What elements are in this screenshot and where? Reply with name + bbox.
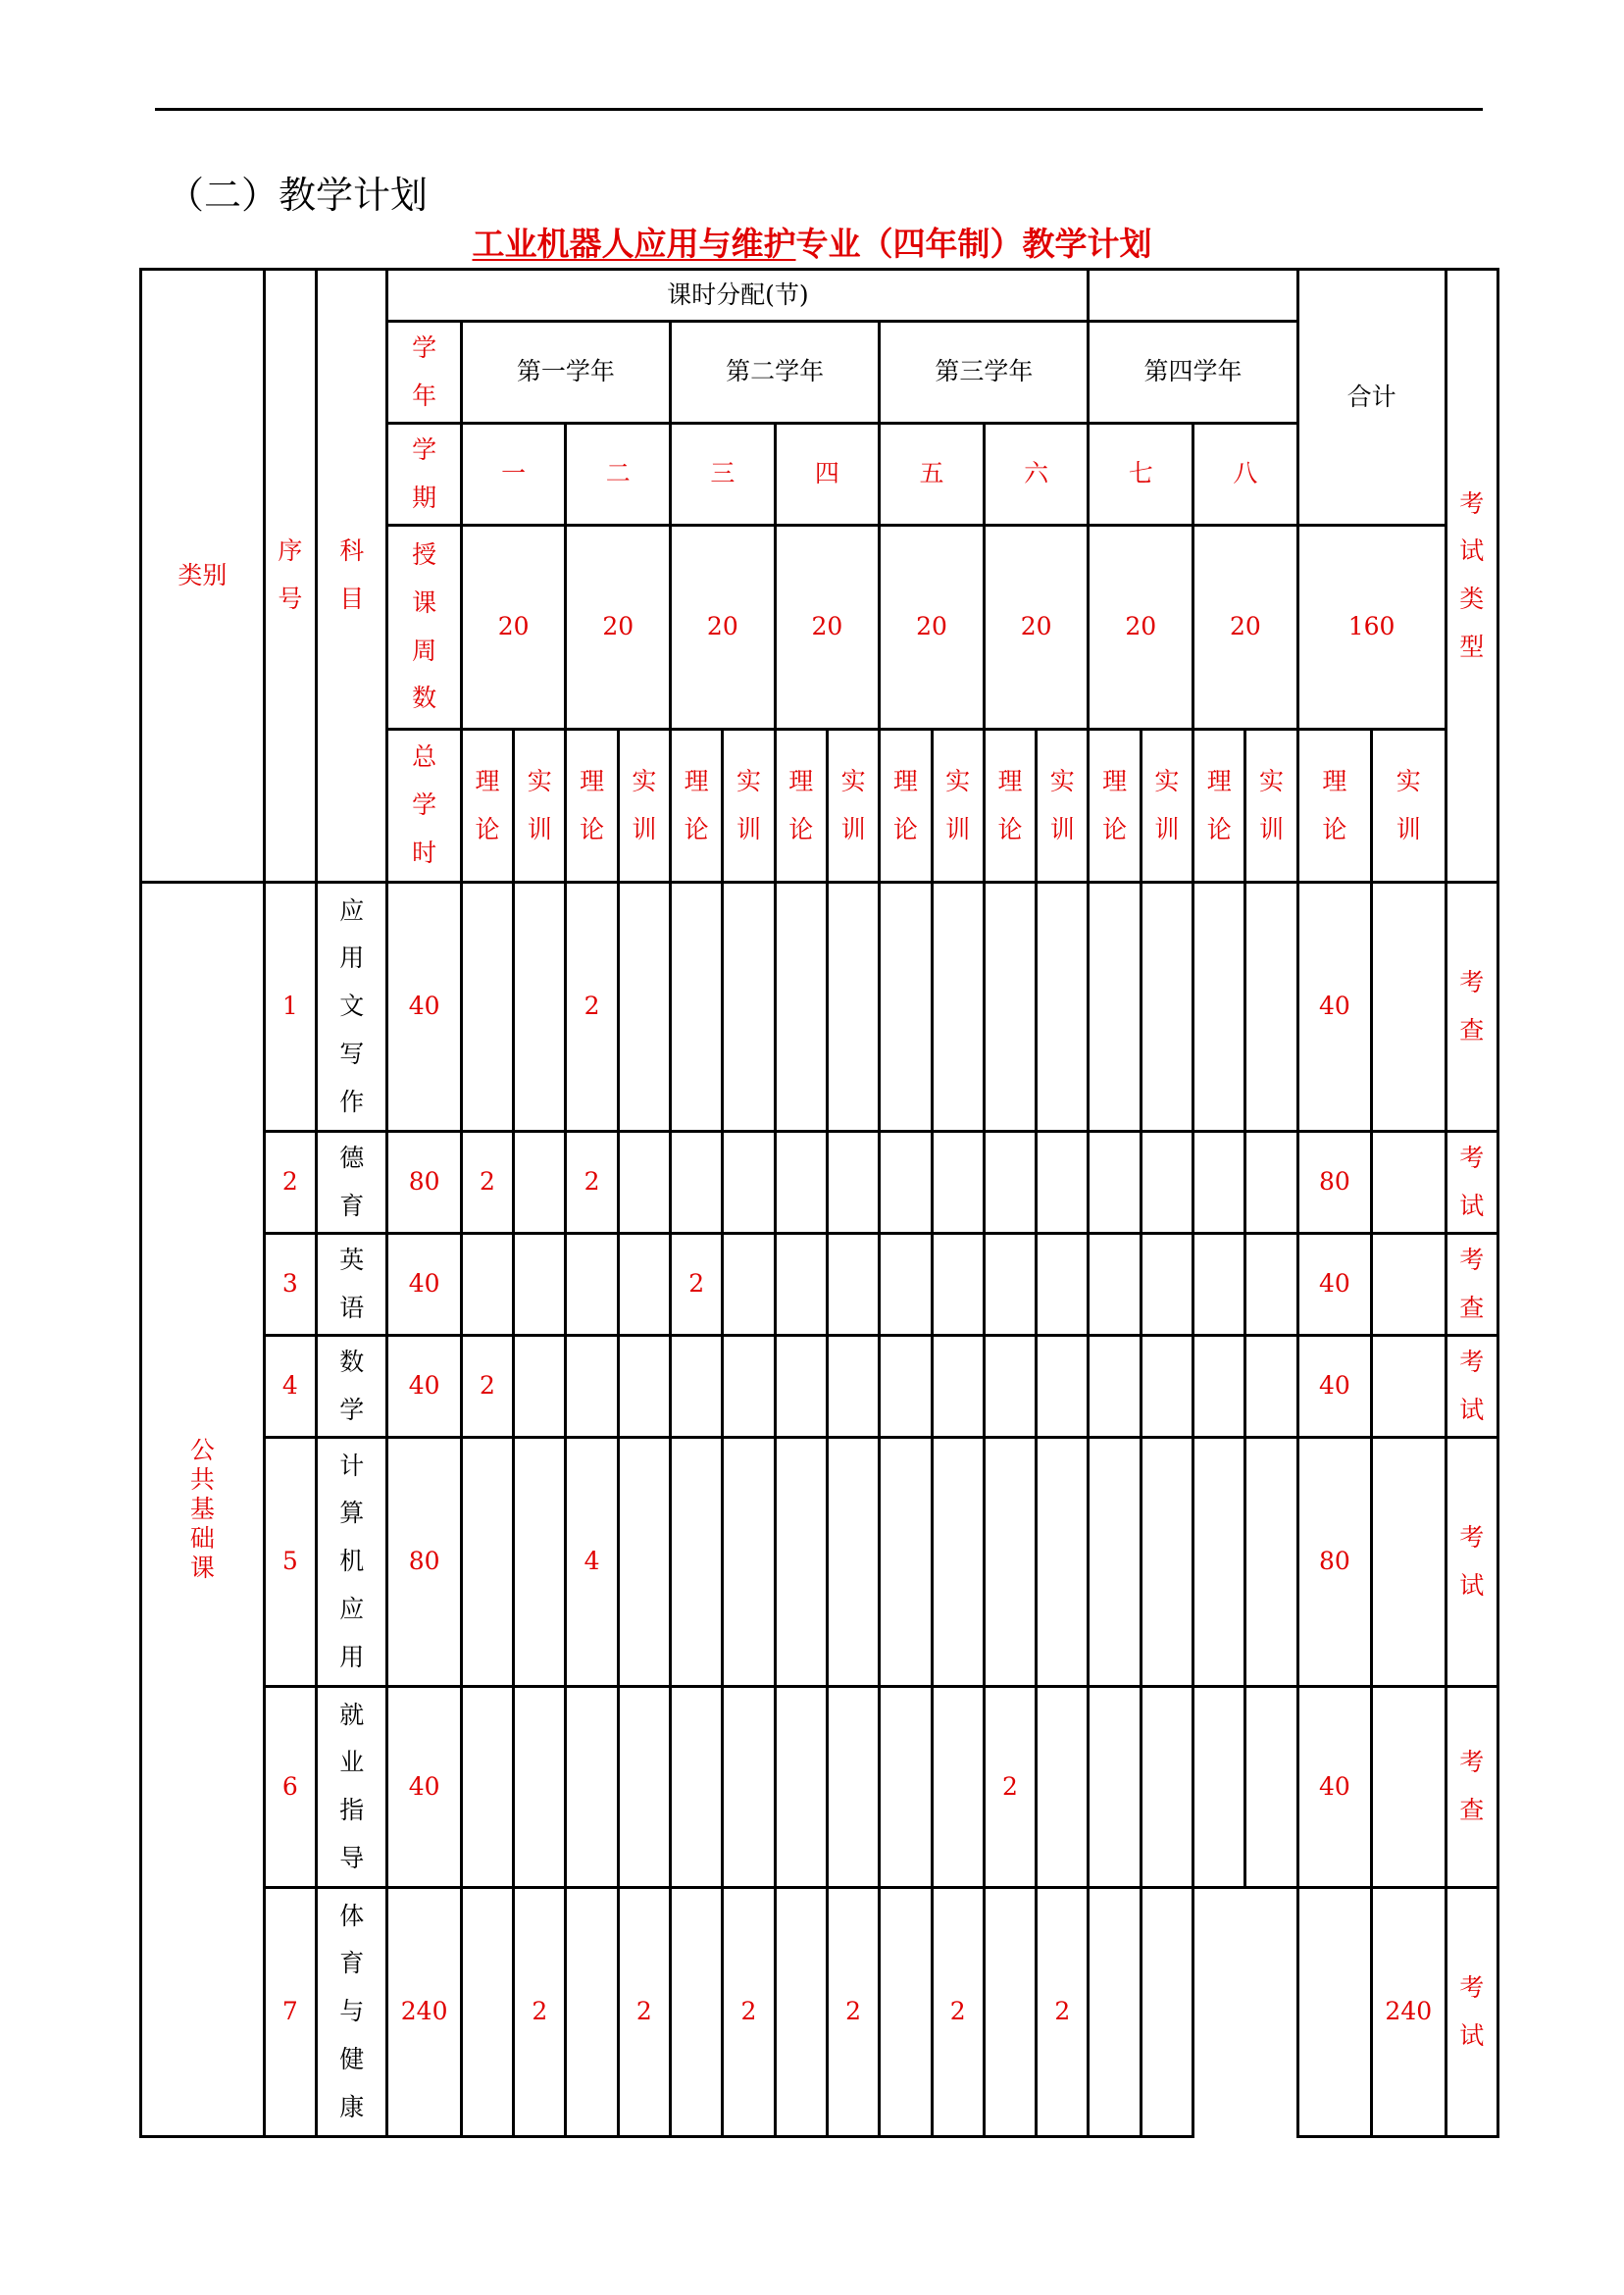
hours-cell: 2 — [827, 1888, 879, 2137]
hours-cell — [1141, 1438, 1193, 1687]
practice-header: 实训 — [932, 730, 984, 883]
total-hours-cell: 40 — [387, 1234, 461, 1336]
sum-practice-cell — [1372, 1687, 1446, 1888]
practice-header: 实训 — [1141, 730, 1193, 883]
hours-cell: 2 — [461, 1336, 513, 1438]
seq-cell: 3 — [264, 1234, 316, 1336]
hours-cell — [1245, 1132, 1297, 1234]
hours-cell — [566, 1234, 618, 1336]
theory-header: 理论 — [984, 730, 1036, 883]
hours-cell — [932, 1234, 984, 1336]
weeks-term-4: 20 — [775, 526, 880, 730]
hours-cell: 2 — [514, 1888, 566, 2137]
sum-practice-cell — [1372, 1336, 1446, 1438]
theory-header: 理论 — [1193, 730, 1245, 883]
hours-alloc-blank — [1089, 270, 1297, 322]
hours-cell — [1245, 1438, 1297, 1687]
hours-cell — [671, 1336, 723, 1438]
hours-cell — [461, 1438, 513, 1687]
table-row — [141, 883, 1498, 1132]
sum-practice-cell — [1372, 1438, 1446, 1687]
theory-header: 理论 — [1297, 730, 1371, 883]
hours-cell: 2 — [618, 1888, 670, 2137]
term-4: 四 — [775, 424, 880, 526]
hours-cell — [932, 1132, 984, 1234]
hours-cell — [775, 1132, 827, 1234]
theory-header: 理论 — [1089, 730, 1141, 883]
hours-cell — [723, 1336, 775, 1438]
hours-cell — [671, 1888, 723, 2137]
practice-header: 实训 — [514, 730, 566, 883]
hours-cell — [1245, 1888, 1297, 2137]
hours-cell: 2 — [932, 1888, 984, 2137]
sum-practice-cell: 240 — [1372, 1888, 1446, 2137]
practice-header: 实训 — [1245, 730, 1297, 883]
subject-cell: 体育与健康 — [317, 1888, 387, 2137]
hours-cell — [1141, 1132, 1193, 1234]
sum-theory-cell: 80 — [1297, 1132, 1371, 1234]
weeks-term-1: 20 — [461, 526, 566, 730]
hours-cell: 2 — [723, 1888, 775, 2137]
hours-cell — [775, 1336, 827, 1438]
year-3: 第三学年 — [880, 322, 1089, 424]
hours-cell: 2 — [461, 1132, 513, 1234]
sum-theory-cell: 40 — [1297, 1687, 1371, 1888]
hours-cell — [880, 1336, 932, 1438]
title-major: 工业机器人应用与维护 — [472, 225, 796, 263]
hours-cell — [984, 1336, 1036, 1438]
hours-cell — [775, 1234, 827, 1336]
hours-cell — [723, 1687, 775, 1888]
hours-cell — [1089, 1336, 1141, 1438]
hours-cell — [775, 1687, 827, 1888]
document-title — [0, 219, 1624, 265]
hours-cell — [1193, 1438, 1245, 1687]
total-header: 合计 — [1297, 270, 1446, 526]
hours-cell — [1245, 1687, 1297, 1888]
year-4: 第四学年 — [1089, 322, 1297, 424]
hours-cell — [827, 1687, 879, 1888]
hours-cell — [618, 1687, 670, 1888]
hours-cell — [880, 1234, 932, 1336]
hours-alloc-header: 课时分配(节) — [387, 270, 1089, 322]
hours-cell — [1089, 1687, 1141, 1888]
hours-cell — [1193, 1336, 1245, 1438]
hours-cell — [566, 1336, 618, 1438]
hours-cell — [671, 1687, 723, 1888]
header-rule — [155, 108, 1483, 111]
seq-cell: 6 — [264, 1687, 316, 1888]
section-heading: （二）教学计划 — [167, 174, 429, 217]
practice-header: 实训 — [618, 730, 670, 883]
practice-header: 实训 — [723, 730, 775, 883]
hours-cell — [932, 1687, 984, 1888]
hours-cell — [723, 1234, 775, 1336]
table-row — [141, 1438, 1498, 1687]
hours-cell — [1141, 1336, 1193, 1438]
seq-header: 序号 — [264, 270, 316, 883]
theory-header: 理论 — [671, 730, 723, 883]
hours-cell — [618, 1336, 670, 1438]
year-label: 学年 — [387, 322, 461, 424]
exam-type-cell: 考试 — [1446, 1438, 1498, 1687]
subject-cell: 德育 — [317, 1132, 387, 1234]
theory-header: 理论 — [461, 730, 513, 883]
term-8: 八 — [1193, 424, 1298, 526]
table-row — [141, 1336, 1498, 1438]
hours-cell — [671, 1438, 723, 1687]
hours-cell — [984, 1132, 1036, 1234]
total-hours-label: 总学时 — [387, 730, 461, 883]
exam-type-cell: 考查 — [1446, 883, 1498, 1132]
table-row — [141, 1132, 1498, 1234]
sum-practice-cell — [1372, 1132, 1446, 1234]
sum-theory-cell: 40 — [1297, 1336, 1371, 1438]
term-6: 六 — [984, 424, 1089, 526]
hours-cell — [461, 883, 513, 1132]
hours-cell — [827, 1132, 879, 1234]
hours-cell — [566, 1687, 618, 1888]
exam-type-cell: 考试 — [1446, 1336, 1498, 1438]
hours-cell — [880, 1888, 932, 2137]
sum-practice-cell — [1372, 1234, 1446, 1336]
weeks-term-7: 20 — [1089, 526, 1193, 730]
hours-cell — [1089, 1888, 1141, 2137]
hours-cell — [723, 883, 775, 1132]
hours-cell — [932, 1438, 984, 1687]
sum-practice-cell — [1372, 883, 1446, 1132]
subject-cell: 应用文写作 — [317, 883, 387, 1132]
hours-cell — [1037, 1336, 1089, 1438]
hours-cell — [514, 1234, 566, 1336]
term-7: 七 — [1089, 424, 1193, 526]
hours-cell — [618, 1438, 670, 1687]
seq-cell: 7 — [264, 1888, 316, 2137]
hours-cell — [880, 1687, 932, 1888]
hours-cell — [984, 1234, 1036, 1336]
table-row — [141, 1234, 1498, 1336]
subject-header: 科目 — [317, 270, 387, 883]
hours-cell — [1089, 1438, 1141, 1687]
weeks-term-6: 20 — [984, 526, 1089, 730]
hours-cell — [514, 883, 566, 1132]
hours-cell — [880, 1132, 932, 1234]
teaching-plan-table — [139, 268, 1499, 2138]
hours-cell — [1193, 1132, 1245, 1234]
total-hours-cell: 40 — [387, 1687, 461, 1888]
hours-cell — [775, 883, 827, 1132]
weeks-term-8: 20 — [1193, 526, 1298, 730]
table-row — [141, 1687, 1498, 1888]
weeks-total: 160 — [1297, 526, 1446, 730]
practice-header: 实训 — [1372, 730, 1446, 883]
term-3: 三 — [671, 424, 776, 526]
hours-cell — [723, 1132, 775, 1234]
practice-header: 实训 — [827, 730, 879, 883]
hours-cell: 2 — [671, 1234, 723, 1336]
term-5: 五 — [880, 424, 985, 526]
hours-cell — [1141, 1888, 1193, 2137]
weeks-term-5: 20 — [880, 526, 985, 730]
hours-cell — [827, 1438, 879, 1687]
hours-cell: 2 — [1037, 1888, 1089, 2137]
hours-cell — [880, 1438, 932, 1687]
hours-cell — [566, 1888, 618, 2137]
hours-cell — [671, 883, 723, 1132]
term-label: 学期 — [387, 424, 461, 526]
hours-cell — [671, 1132, 723, 1234]
hours-cell — [1037, 1132, 1089, 1234]
exam-type-header: 考试类型 — [1446, 270, 1498, 883]
subject-cell: 计算机应用 — [317, 1438, 387, 1687]
hours-cell — [984, 883, 1036, 1132]
exam-type-cell: 考试 — [1446, 1132, 1498, 1234]
category-cell: 公共基础课 — [141, 883, 265, 2137]
hours-cell — [618, 1132, 670, 1234]
practice-header: 实训 — [1037, 730, 1089, 883]
hours-cell — [1089, 883, 1141, 1132]
hours-cell — [1089, 1234, 1141, 1336]
hours-cell — [1193, 1687, 1245, 1888]
hours-cell — [1141, 883, 1193, 1132]
table-row — [141, 1888, 1498, 2137]
hours-cell — [461, 1888, 513, 2137]
seq-cell: 4 — [264, 1336, 316, 1438]
sum-theory-cell: 40 — [1297, 1234, 1371, 1336]
hours-cell — [984, 1438, 1036, 1687]
hours-cell — [932, 883, 984, 1132]
weeks-label: 授课周数 — [387, 526, 461, 730]
exam-type-cell: 考查 — [1446, 1687, 1498, 1888]
hours-cell — [1037, 1687, 1089, 1888]
hours-cell: 4 — [566, 1438, 618, 1687]
hours-cell — [827, 1234, 879, 1336]
theory-header: 理论 — [880, 730, 932, 883]
subject-cell: 数学 — [317, 1336, 387, 1438]
hours-cell — [1141, 1687, 1193, 1888]
sum-theory-cell: 40 — [1297, 883, 1371, 1132]
hours-cell — [1245, 1234, 1297, 1336]
subject-cell: 英语 — [317, 1234, 387, 1336]
exam-type-cell: 考查 — [1446, 1234, 1498, 1336]
total-hours-cell: 40 — [387, 883, 461, 1132]
term-1: 一 — [461, 424, 566, 526]
hours-cell — [775, 1438, 827, 1687]
theory-header: 理论 — [775, 730, 827, 883]
hours-cell: 2 — [566, 883, 618, 1132]
hours-cell — [514, 1438, 566, 1687]
hours-cell — [618, 1234, 670, 1336]
weeks-term-3: 20 — [671, 526, 776, 730]
seq-cell: 2 — [264, 1132, 316, 1234]
subject-cell: 就业指导 — [317, 1687, 387, 1888]
sum-theory-cell — [1297, 1888, 1371, 2137]
hours-cell — [723, 1438, 775, 1687]
hours-cell — [1193, 1234, 1245, 1336]
hours-cell — [461, 1687, 513, 1888]
hours-cell — [618, 883, 670, 1132]
seq-cell: 1 — [264, 883, 316, 1132]
hours-cell — [514, 1687, 566, 1888]
seq-cell: 5 — [264, 1438, 316, 1687]
total-hours-cell: 80 — [387, 1438, 461, 1687]
hours-cell — [880, 883, 932, 1132]
hours-cell: 2 — [566, 1132, 618, 1234]
hours-cell — [1245, 883, 1297, 1132]
hours-cell — [1245, 1336, 1297, 1438]
total-hours-cell: 240 — [387, 1888, 461, 2137]
term-2: 二 — [566, 424, 671, 526]
hours-cell — [775, 1888, 827, 2137]
weeks-term-2: 20 — [566, 526, 671, 730]
hours-cell — [1037, 1438, 1089, 1687]
title-rest: 专业（四年制）教学计划 — [795, 225, 1152, 263]
sum-theory-cell: 80 — [1297, 1438, 1371, 1687]
theory-header: 理论 — [566, 730, 618, 883]
exam-type-cell: 考试 — [1446, 1888, 1498, 2137]
hours-cell — [932, 1336, 984, 1438]
hours-cell — [514, 1132, 566, 1234]
hours-cell — [1193, 1888, 1245, 2137]
hours-cell — [1193, 883, 1245, 1132]
hours-cell — [461, 1234, 513, 1336]
hours-cell — [827, 883, 879, 1132]
category-header: 类别 — [141, 270, 265, 883]
hours-cell: 2 — [984, 1687, 1036, 1888]
hours-cell — [1141, 1234, 1193, 1336]
total-hours-cell: 40 — [387, 1336, 461, 1438]
hours-cell — [984, 1888, 1036, 2137]
year-2: 第二学年 — [671, 322, 880, 424]
total-hours-cell: 80 — [387, 1132, 461, 1234]
hours-cell — [1037, 1234, 1089, 1336]
hours-cell — [1089, 1132, 1141, 1234]
year-1: 第一学年 — [461, 322, 670, 424]
hours-cell — [827, 1336, 879, 1438]
hours-cell — [514, 1336, 566, 1438]
hours-cell — [1037, 883, 1089, 1132]
